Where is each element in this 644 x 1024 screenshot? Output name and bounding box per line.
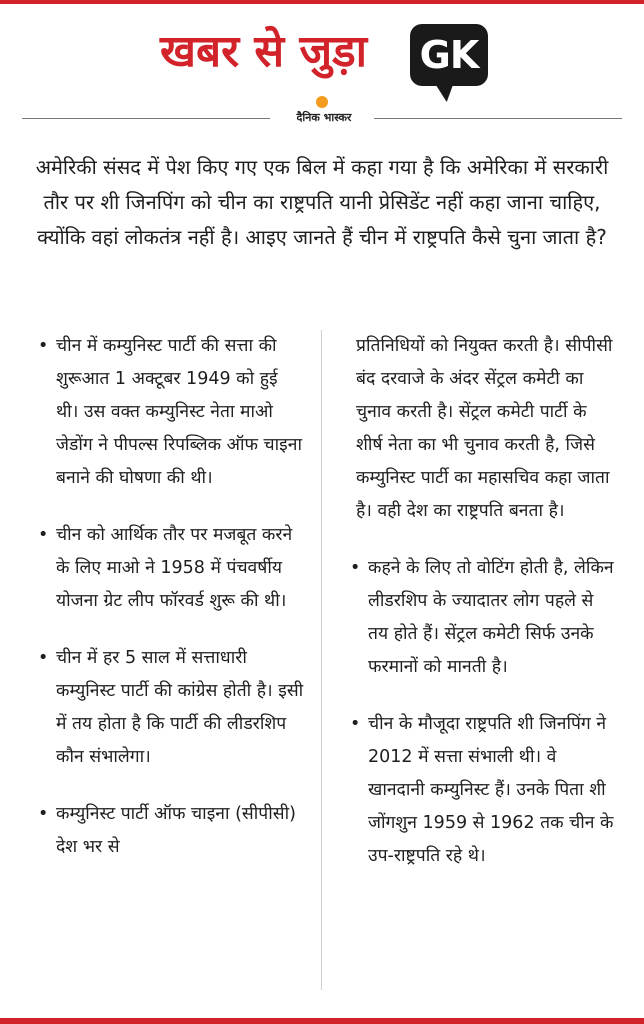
fact-text: चीन को आर्थिक तौर पर मजबूत करने के लिए माओ ने 1958 में पंचवर्षीय योजना ग्रेट लीप फॉरवर्ड शुरू की थी। xyxy=(56,525,293,611)
bullet-icon: • xyxy=(38,804,49,824)
fact-text: चीन के मौजूदा राष्ट्रपति शी जिनपिंग ने 2012 में सत्ता संभाली थी। वे खानदानी कम्युनिस्ट हैं। उनके पिता शी जोंगशुन 1959 से 1962 तक चीन के उप-राष्ट्रपति रहे थे। xyxy=(368,714,614,866)
gk-badge xyxy=(410,24,488,86)
bullet-icon: • xyxy=(38,648,49,668)
header-title: खबर से जुड़ा xyxy=(160,26,368,77)
fact-text: चीन में हर 5 साल में सत्ताधारी कम्युनिस्ट पार्टी की कांग्रेस होती है। इसी में तय होता है कि पार्टी की लीडरशिप कौन संभालेगा। xyxy=(56,648,304,767)
bullet-icon: • xyxy=(38,336,49,356)
divider-line-left xyxy=(22,118,270,119)
right-column xyxy=(346,330,616,873)
divider-line-right xyxy=(374,118,622,119)
fact-text: कहने के लिए तो वोटिंग होती है, लेकिन लीडरशिप के ज्यादातर लोग पहले से तय होते हैं। सेंट्रल कमेटी सिर्फ उनके फरमानों को मानती है। xyxy=(368,558,614,677)
gk-badge-label: GK xyxy=(419,33,479,77)
bottom-accent-bar xyxy=(0,1018,644,1024)
intro-paragraph: अमेरिकी संसद में पेश किए गए एक बिल में कहा गया है कि अमेरिका में सरकारी तौर पर शी जिनपिंग को चीन का राष्ट्रपति यानी प्रेसिडेंट नहीं कहा जाना चाहिए, क्योंकि वहां लोकतंत्र नहीं है। आइए जानते हैं चीन में राष्ट्रपति कैसे चुना जाता है? xyxy=(35,155,609,249)
fact-item xyxy=(34,642,304,774)
fact-item xyxy=(34,330,304,495)
column-divider xyxy=(321,330,322,990)
left-column xyxy=(34,330,304,864)
fact-text: कम्युनिस्ट पार्टी ऑफ चाइना (सीपीसी) देश भर से xyxy=(56,804,296,857)
header xyxy=(0,14,644,104)
brand-name: दैनिक भास्कर xyxy=(296,111,352,124)
top-accent-bar xyxy=(0,0,644,4)
bullet-icon: • xyxy=(350,714,361,734)
fact-text: चीन में कम्युनिस्ट पार्टी की सत्ता की शुरूआत 1 अक्टूबर 1949 को हुई थी। उस वक्त कम्युनिस्ट नेता माओ जेडोंग ने पीपल्स रिपब्लिक ऑफ चाइना बनाने की घोषणा की थी। xyxy=(56,336,303,488)
fact-item xyxy=(34,798,304,864)
bullet-icon: • xyxy=(38,525,49,545)
fact-item-continuation xyxy=(346,330,616,528)
fact-item xyxy=(346,552,616,684)
fact-text: प्रतिनिधियों को नियुक्त करती है। सीपीसी बंद दरवाजे के अंदर सेंट्रल कमेटी का चुनाव करती है। सेंट्रल कमेटी पार्टी के शीर्ष नेता का भी चुनाव करती है, जिसे कम्युनिस्ट पार्टी का महासचिव कहा जाता है। वही देश का राष्ट्रपति बनता है। xyxy=(356,336,613,521)
bullet-icon: • xyxy=(350,558,361,578)
brand-divider xyxy=(22,96,622,126)
fact-item xyxy=(34,519,304,618)
fact-item xyxy=(346,708,616,873)
brand-logo-dot-icon xyxy=(316,96,328,108)
